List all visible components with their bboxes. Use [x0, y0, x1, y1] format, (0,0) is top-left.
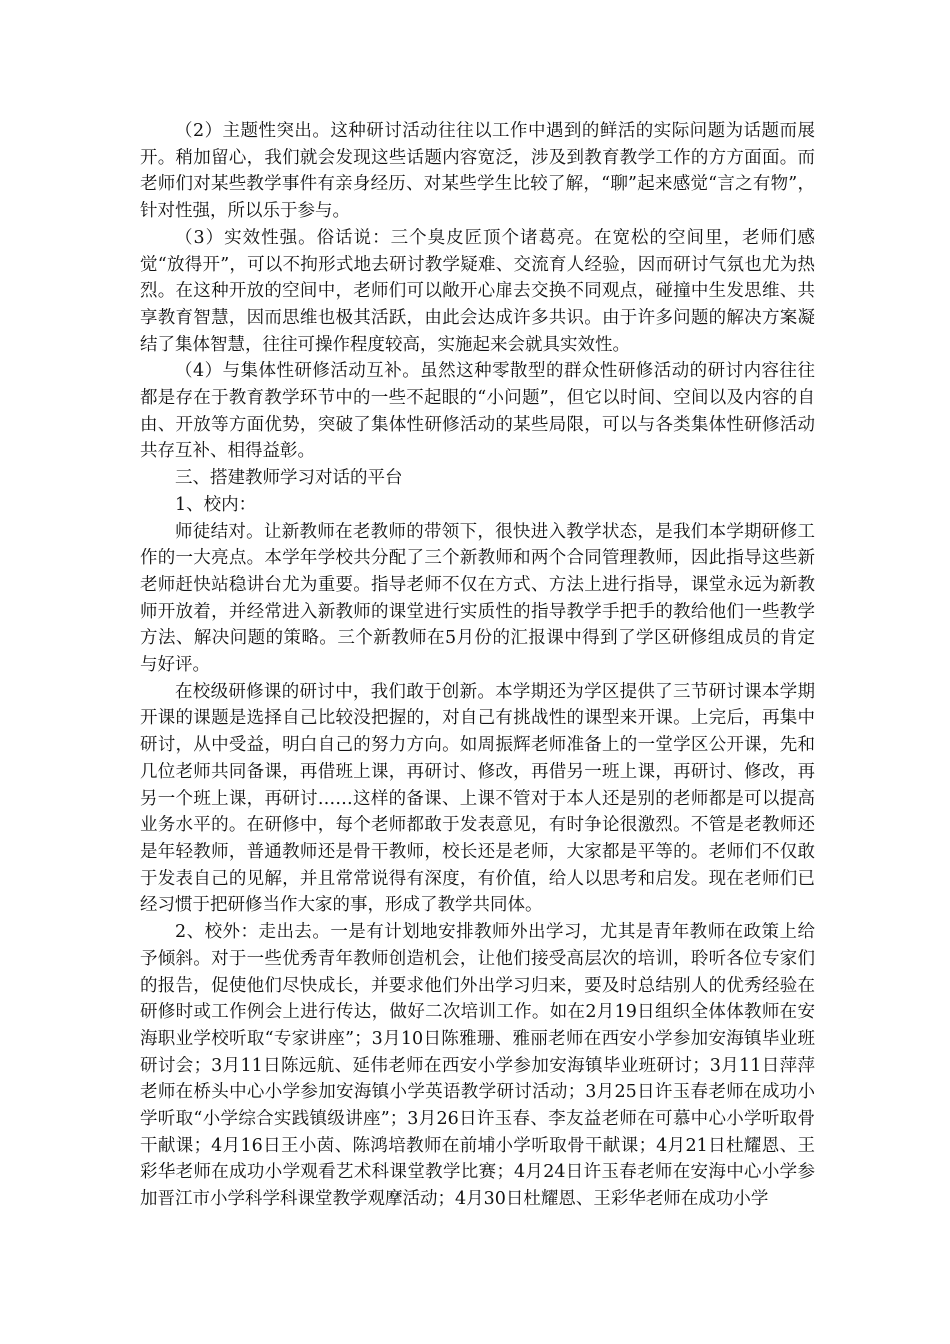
paragraph-effectiveness: （3）实效性强。俗话说：三个臭皮匠顶个诸葛亮。在宽松的空间里，老师们感觉“放得开”，可以不拘形式地去研讨教学疑难、交流育人经验，因而研讨气氛也尤为热烈。在这种开放的空间中，老师们可以敞开心扉去交换不同观点，碰撞中生发思维、共享教育智慧，因而思维也极其活跃，由此会达成许多共识。由于许多问题的解决方案凝结了集体智慧，往往可操作程度较高，实施起来会就具实效性。: [140, 227, 815, 355]
section-heading: 三、搭建教师学习对话的平台: [175, 468, 403, 489]
paragraph-research-lessons: 在校级研修课的研讨中，我们敢于创新。本学期还为学区提供了三节研讨课本学期开课的课题是选择自己比较没把握的，对自己有挑战性的课型来开课。上完后，再集中研讨，从中受益，明白自己的努力方向。如周振辉老师准备上的一堂学区公开课，先和几位老师共同备课，再借班上课，再研讨、修改，再借另一班上课，再研讨、修改，再另一个班上课，再研讨……这样的备课、上课不管对于本人还是别的老师都是可以提高业务水平的。在研修中，每个老师都敢于发表意见，有时争论很激烈。不管是老教师还是年轻教师，普通教师还是骨干教师，校长还是老师，大家都是平等的。老师们不仅敢于发表自己的见解，并且常常说得有深度，有价值，给人以思考和启发。现在老师们已经习惯于把研修当作大家的事，形成了教学共同体。: [140, 681, 815, 916]
paragraph-theme: （2）主题性突出。这种研讨活动往往以工作中遇到的鲜活的实际问题为话题而展开。稍加留心，我们就会发现这些话题内容宽泛，涉及到教育教学工作的方方面面。而老师们对某些教学事件有亲身经历、对某些学生比较了解，“聊”起来感觉“言之有物”，针对性强，所以乐于参与。: [140, 121, 815, 222]
paragraph-mentorship: 师徒结对。让新教师在老教师的带领下，很快进入教学状态，是我们本学期研修工作的一大亮点。本学年学校共分配了三个新教师和两个合同管理教师，因此指导这些新老师赶快站稳讲台尤为重要。指导老师不仅在方式、方法上进行指导，课堂永远为新教师开放着，并经常进入新教师的课堂进行实质性的指导教学手把手的教给他们一些教学方法、解决问题的策略。三个新教师在5月份的汇报课中得到了学区研修组成员的肯定与好评。: [140, 521, 815, 676]
subsection-heading-internal: 1、校内：: [175, 494, 257, 515]
paragraph-complement: （4）与集体性研修活动互补。虽然这种零散型的群众性研修活动的研讨内容往往都是存在于教育教学环节中的一些不起眼的“小问题”，但它以时间、空间以及内容的自由、开放等方面优势，突破了集体性研修活动的某些局限，可以与各类集体性研修活动共存互补、相得益彰。: [140, 361, 815, 462]
paragraph-external-learning: 2、校外：走出去。一是有计划地安排教师外出学习，尤其是青年教师在政策上给予倾斜。对于一些优秀青年教师创造机会，让他们接受高层次的培训，聆听各位专家们的报告，促使他们尽快成长，并要求他们外出学习归来，要及时总结别人的优秀经验在研修时或工作例会上进行传达，做好二次培训工作。如在2月19日组织全体体教师在安海职业学校听取“专家讲座”；3月10日陈雅珊、雅丽老师在西安小学参加安海镇毕业班研讨会；3月11日陈远航、延伟老师在西安小学参加安海镇毕业班研讨；3月11日萍萍老师在桥头中心小学参加安海镇小学英语教学研讨活动；3月25日许玉春老师在成功小学听取“小学综合实践镇级讲座”；3月26日许玉春、李友益老师在可慕中心小学听取骨干献课；4月16日王小茵、陈鸿培教师在前埔小学听取骨干献课；4月21日杜耀恩、王彩华老师在成功小学观看艺术科课堂教学比赛；4月24日许玉春老师在安海中心小学参加晋江市小学科学科课堂教学观摩活动；4月30日杜耀恩、王彩华老师在成功小学: [140, 922, 815, 1210]
document-page: [140, 118, 815, 1213]
